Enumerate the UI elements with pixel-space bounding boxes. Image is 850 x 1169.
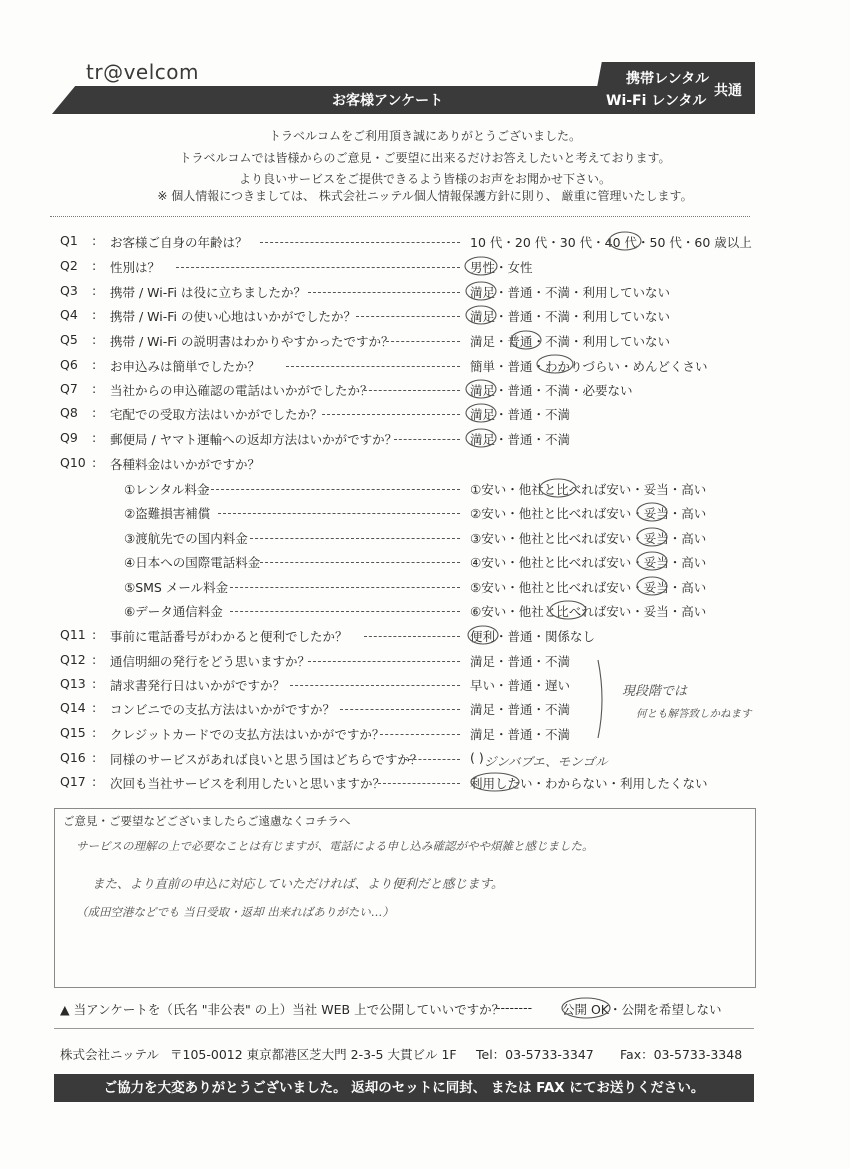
question-number: Q13 [60,676,86,691]
question-row: Q16 : 同様のサービスがあれば良いと思う国はどちらですか？ ( ) [60,750,484,767]
comment-box[interactable] [54,808,756,988]
question-options[interactable]: 満足・普通・不満 [470,432,571,447]
intro-line-3: より良いサービスをご提供できるよう皆様のお声をお聞かせ下さい。 [238,172,611,186]
question-options[interactable]: 男性・女性 [470,260,533,275]
question-text: 同様のサービスがあれば良いと思う国はどちらですか？ [110,752,423,767]
question-options[interactable]: 便利・普通・関係なし [470,629,596,644]
question-options[interactable]: 満足・普通・不満 [470,727,571,742]
divider [50,216,750,217]
fee-item-options[interactable]: ③安い・他社と比べれば安い・妥当・高い [470,531,707,546]
question-text: 通信明細の発行をどう思いますか？ [110,654,311,669]
question-number: Q3 [60,283,78,298]
question-row: Q14 : コンビニでの支払方法はいかがですか？ 満足・普通・不満 [60,700,571,717]
fee-item-label: ④日本への国際電話料金 [124,555,261,570]
question-options[interactable]: 早い・普通・遅い [470,678,571,693]
intro-line-1: トラベルコムをご利用頂き誠にありがとうございました。 [268,129,581,143]
handwritten-comment-line-2: また、より直前の申込に対応していただければ、より便利だと感じます。 [92,876,504,891]
question-text: 郵便局 / ヤマト運輸への返却方法はいかがですか？ [110,432,398,447]
question-options[interactable]: 簡単・普通・わかりづらい・めんどくさい [470,359,708,374]
question-number: Q2 [60,258,78,273]
question-text: 請求書発行日はいかがですか？ [110,678,286,693]
logo-text: tr@velcom [86,60,199,84]
question-number: Q1 [60,233,78,248]
question-number: Q9 [60,430,78,445]
fee-item-row [60,553,760,575]
question-options[interactable]: 満足・普通・不満・利用していない [470,285,671,300]
fee-item-options[interactable]: ④安い・他社と比べれば安い・妥当・高い [470,555,707,570]
fee-item-row [60,529,760,551]
question-number: Q4 [60,307,78,322]
question-options[interactable]: 満足・普通・不満 [470,654,571,669]
question-row: Q3 : 携帯 / Wi-Fi は役に立ちましたか？ 満足・普通・不満・利用していない [60,283,671,300]
question-number: Q17 [60,774,86,789]
question-row: Q10 : 各種料金はいかがですか？ [60,455,261,472]
question-row: Q6 : お申込みは簡単でしたか？ 簡単・普通・わかりづらい・めんどくさい [60,357,708,374]
question-text: 性別は？ [110,260,161,275]
question-text: お申込みは簡単でしたか？ [110,359,261,374]
question-number: Q14 [60,700,86,715]
question-row: Q13 : 請求書発行日はいかがですか？ 早い・普通・遅い [60,676,571,693]
fee-item-options[interactable]: ⑤安い・他社と比べれば安い・妥当・高い [470,580,707,595]
question-number: Q7 [60,381,78,396]
question-row: Q1 : お客様ご自身の年齢は？ 10 代・20 代・30 代・40 代・50 代・60 歳以上 [60,233,752,250]
question-number: Q15 [60,725,86,740]
fee-item-row [60,578,760,600]
publish-question-text: ▲ 当アンケートを（氏名 "非公表" の上）当社 WEB 上で公開していいですか？ [60,1002,505,1017]
page-title: お客様アンケート [332,93,444,109]
question-number: Q5 [60,332,78,347]
question-row: Q2 : 性別は？ 男性・女性 [60,258,533,275]
fee-item-row [60,504,760,526]
question-row: Q8 : 宅配での受取方法はいかがでしたか？ 満足・普通・不満 [60,405,571,422]
travelcom-logo [86,60,199,84]
question-row: Q12 : 通信明細の発行をどう思いますか？ 満足・普通・不満 [60,652,571,669]
question-text: お客様ご自身の年齢は？ [110,235,248,250]
question-row: Q7 : 当社からの申込確認の電話はいかがでしたか？ 満足・普通・不満・必要ない [60,381,633,398]
question-options[interactable]: 10 代・20 代・30 代・40 代・50 代・60 歳以上 [470,235,752,250]
question-text: 事前に電話番号がわかると便利でしたか？ [110,629,348,644]
publish-dash: -------- [496,1000,533,1015]
question-options[interactable]: 満足・普通・不満・必要ない [470,383,633,398]
question-text: 宅配での受取方法はいかがでしたか？ [110,407,323,422]
question-text: 当社からの申込確認の電話はいかがでしたか？ [110,383,373,398]
fee-item-options[interactable]: ①安い・他社と比べれば安い・妥当・高い [470,482,707,497]
fee-item-options[interactable]: ⑥安い・他社と比べれば安い・妥当・高い [470,604,707,619]
company-fax: Fax：03-5733-3348 [620,1047,743,1062]
q16-handwritten-answer: ジンバブエ、モンゴル [484,754,608,769]
question-row: Q15 : クレジットカードでの支払方法はいかがですか？ 満足・普通・不満 [60,725,571,742]
question-text: 携帯 / Wi-Fi の使い心地はいかがでしたか？ [110,309,356,324]
question-number: Q8 [60,405,78,420]
question-number: Q16 [60,750,86,765]
handwritten-side-note-2: 何とも解答致しかねます [636,708,752,720]
question-text: 携帯 / Wi-Fi は役に立ちましたか？ [110,285,306,300]
handwritten-comment-line-3: （成田空港などでも 当日受取・返却 出来ればありがたい…） [76,905,394,919]
question-text: 次回も当社サービスを利用したいと思いますか？ [110,776,386,791]
comment-label: ご意見・ご要望などございましたらご遠慮なくコチラへ [63,814,351,828]
fee-item-label: ③渡航先での国内料金 [124,531,248,546]
fee-item-label: ②盗難損害補償 [124,506,211,521]
question-row: Q9 : 郵便局 / ヤマト運輸への返却方法はいかがですか？ 満足・普通・不満 [60,430,571,447]
intro-line-2: トラベルコムでは皆様からのご意見・ご要望に出来るだけお答えしたいと考えております。 [179,151,671,165]
question-text: 携帯 / Wi-Fi の説明書はわかりやすかったですか？ [110,334,394,349]
question-options[interactable]: 満足・普通・不満・利用していない [470,309,671,324]
question-text: 各種料金はいかがですか？ [110,457,261,472]
footer-divider [54,1028,754,1029]
question-row: Q4 : 携帯 / Wi-Fi の使い心地はいかがでしたか？ 満足・普通・不満・利用していない [60,307,671,324]
question-row: Q17 : 次回も当社サービスを利用したいと思いますか？ 利用したい・わからない・利用したくない [60,774,708,791]
question-number: Q10 [60,455,86,470]
fee-item-label: ①レンタル料金 [124,482,210,497]
intro-privacy-note: ※ 個人情報につきましては、 株式会社ニッテル個人情報保護方針に則り、 厳重に管理いたします。 [157,189,693,203]
question-row: Q5 : 携帯 / Wi-Fi の説明書はわかりやすかったですか？ 満足・普通・不満・利用していない [60,332,671,349]
question-options[interactable]: 満足・普通・不満・利用していない [470,334,671,349]
company-address: 〒105-0012 東京都港区芝大門 2-3-5 大貫ビル 1F [170,1047,457,1062]
company-tel: Tel：03-5733-3347 [476,1047,594,1062]
question-number: Q6 [60,357,78,372]
question-number: Q11 [60,627,86,642]
publish-options[interactable]: 公開 OK・公開を希望しない [562,1002,722,1017]
question-number: Q12 [60,652,86,667]
company-name: 株式会社ニッテル [60,1047,159,1062]
question-options[interactable]: 利用したい・わからない・利用したくない [470,776,708,791]
service-common-label: 共通 [714,83,742,99]
thanks-banner: ご協力を大変ありがとうございました。 返却のセットに同封、 または FAX にてお送りください。 [54,1074,754,1102]
service-mobile-label: 携帯レンタル [626,71,710,87]
fee-item-options[interactable]: ②安い・他社と比べれば安い・妥当・高い [470,506,707,521]
fee-item-label: ⑥データ通信料金 [124,604,223,619]
question-row: Q11 : 事前に電話番号がわかると便利でしたか？ 便利・普通・関係なし [60,627,596,644]
fee-item-row [60,602,760,624]
fee-item-row [60,480,760,502]
handwritten-side-note-1: 現段階では [622,684,688,699]
publish-question-row [60,1000,760,1018]
question-text: クレジットカードでの支払方法はいかがですか？ [110,727,385,742]
footer-address [60,1045,760,1063]
service-wifi-label: Wi-Fi レンタル [606,93,707,109]
question-options[interactable]: 満足・普通・不満 [470,407,571,422]
handwritten-comment-line-1: サービスの理解の上で必要なことは有じますが、電話による申し込み確認がやや煩雑と感じました。 [76,839,594,853]
question-options[interactable]: ( ) [470,750,484,765]
fee-item-label: ⑤SMS メール料金 [124,580,229,595]
question-options[interactable]: 満足・普通・不満 [470,702,571,717]
question-text: コンビニでの支払方法はいかがですか？ [110,702,336,717]
